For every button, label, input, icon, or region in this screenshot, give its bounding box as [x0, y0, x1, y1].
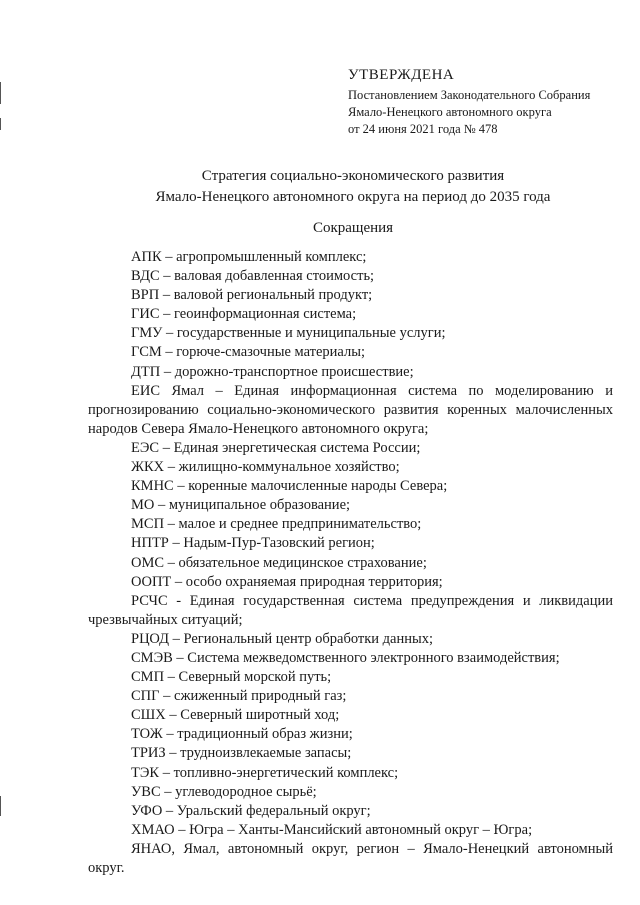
list-item: ЕИС Ямал – Единая информационная система по моделированию и прогнозированию социально-экономического развития коренных малочисленных народов Севера Ямало-Ненецкого автономного округа; [88, 382, 613, 437]
list-item: СПГ – сжиженный природный газ; [131, 688, 347, 705]
list-item: ЕЭС – Единая энергетическая система России; [131, 439, 421, 456]
list-item: ГСМ – горюче-смазочные материалы; [131, 344, 365, 361]
scan-edge-mark-top [0, 82, 1, 104]
list-item: КМНС – коренные малочисленные народы Севера; [131, 478, 448, 495]
scan-edge-mark-bottom [0, 796, 1, 816]
scan-edge-mark-middle [0, 118, 1, 130]
list-item: МСП – малое и среднее предпринимательство; [131, 516, 422, 533]
approval-line-date: от 24 июня 2021 года № 478 [348, 122, 498, 136]
list-item: ТРИЗ – трудноизвлекаемые запасы; [131, 745, 352, 762]
approval-line-region: Ямало-Ненецкого автономного округа [348, 105, 552, 119]
list-item: ЖКХ – жилищно-коммунальное хозяйство; [131, 459, 400, 476]
list-item: СШХ – Северный широтный ход; [131, 707, 340, 724]
list-item: ВДС – валовая добавленная стоимость; [131, 268, 375, 285]
list-item: СМЭВ – Система межведомственного электронного взаимодействия; [131, 649, 560, 666]
list-item: ДТП – дорожно-транспортное происшествие; [131, 363, 414, 380]
list-item: УВС – углеводородное сырьё; [131, 783, 317, 800]
list-item: ЯНАО, Ямал, автономный округ, регион – Ямало-Ненецкий автономный округ. [88, 840, 613, 876]
list-item: ВРП – валовой региональный продукт; [131, 287, 373, 304]
list-item: СМП – Северный морской путь; [131, 669, 332, 686]
list-item: ООПТ – особо охраняемая природная территория; [131, 573, 443, 590]
list-item: УФО – Уральский федеральный округ; [131, 802, 371, 819]
approval-stamp [348, 66, 633, 138]
abbreviation-list [88, 248, 613, 878]
document-title [88, 166, 618, 208]
list-item: ОМС – обязательное медицинское страхование; [131, 554, 427, 571]
approval-line-resolution: Постановлением Законодательного Собрания [348, 88, 591, 102]
section-title: Сокращения [312, 220, 394, 236]
approval-title: УТВЕРЖДЕНА [348, 67, 455, 83]
list-item: ТОЖ – традиционный образ жизни; [131, 726, 353, 743]
list-item: РЦОД – Региональный центр обработки данных; [131, 630, 434, 647]
document-title-line2: Ямало-Ненецкого автономного округа на период до 2035 года [155, 189, 551, 205]
list-item: ТЭК – топливно-энергетический комплекс; [131, 764, 399, 781]
list-item: ГМУ – государственные и муниципальные услуги; [131, 325, 446, 342]
list-item: ХМАО – Югра – Ханты-Мансийский автономный округ – Югра; [131, 821, 533, 838]
list-item: АПК – агропромышленный комплекс; [131, 249, 367, 265]
list-item: МО – муниципальное образование; [131, 497, 351, 514]
document-title-line1: Стратегия социально-экономического развития [201, 168, 505, 184]
list-item: НПТР – Надым-Пур-Тазовский регион; [131, 535, 375, 552]
list-item: ГИС – геоинформационная система; [131, 306, 357, 323]
list-item: РСЧС - Единая государственная система предупреждения и ликвидации чрезвычайных ситуаций; [88, 592, 613, 628]
